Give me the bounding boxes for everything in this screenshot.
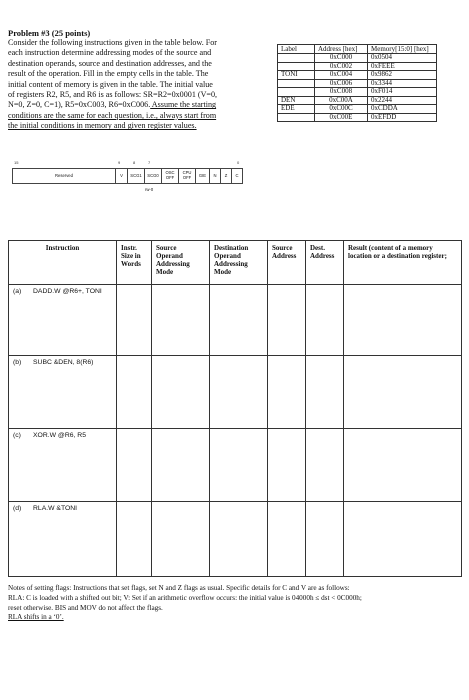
intro-line: initial content of memory is given in the table. The initial value (8, 79, 213, 89)
sr-field-z: Z (220, 169, 231, 183)
memory-row (278, 71, 437, 80)
dest-address-cell[interactable] (306, 356, 344, 429)
memory-table (277, 44, 437, 122)
bit-label: 15 (14, 160, 19, 165)
dest-address-cell[interactable] (306, 502, 344, 577)
source-mode-cell[interactable] (152, 285, 210, 356)
notes-line: RLA: C is loaded with a shifted out bit; V: Set if an arithmetic overflow occurs: the initial value is 04000h ≤ dst < 0C000h; (8, 593, 362, 602)
memory-table-header (278, 45, 437, 54)
sr-field-c: C (231, 169, 242, 183)
dest-mode-cell[interactable] (210, 356, 268, 429)
bit-label: 9 (118, 160, 121, 165)
bit-label: 8 (133, 160, 136, 165)
instruction-row (9, 502, 462, 577)
memory-row (278, 54, 437, 63)
sr-field-oscoff: OSC OFF (161, 169, 178, 183)
memory-value: 0x0504 (368, 54, 437, 63)
problem-description (8, 38, 266, 132)
assumption-text: Assume the starting (150, 100, 217, 110)
source-address-header: Source Address (268, 241, 306, 285)
instruction-cell (9, 429, 117, 502)
size-cell[interactable] (117, 429, 152, 502)
bit-label: 7 (148, 160, 151, 165)
source-mode-cell[interactable] (152, 356, 210, 429)
dest-address-cell[interactable] (306, 285, 344, 356)
dest-mode-cell[interactable] (210, 429, 268, 502)
size-cell[interactable] (117, 502, 152, 577)
instruction-cell (9, 356, 117, 429)
memory-value: 0xFEEE (368, 62, 437, 71)
row-label: (c) (13, 432, 21, 439)
memory-label (278, 88, 315, 97)
sr-field-reserved: Reserved (55, 172, 73, 178)
rla-note: RLA shifts in a ‘0’. (8, 613, 64, 622)
row-label: (d) (13, 505, 22, 512)
memory-address: 0xC00C (315, 105, 368, 114)
notes-line: reset otherwise. BIS and MOV do not affect the flags. (8, 603, 163, 612)
result-cell[interactable] (344, 502, 462, 577)
memory-address: 0xC000 (315, 54, 368, 63)
sr-field-n: N (209, 169, 220, 183)
memory-value: 0xCDDA (368, 105, 437, 114)
source-mode-header: Source Operand Addressing Mode (152, 241, 210, 285)
instruction-cell (9, 285, 117, 356)
memory-value: 0xF014 (368, 88, 437, 97)
instruction-text: SUBC &DEN, 8(R6) (33, 359, 94, 366)
assumption-text: conditions are the same for each question, i.e., always start from (8, 110, 217, 120)
sr-field-gie: GIE (195, 169, 209, 183)
memory-row (278, 79, 437, 88)
instruction-table (8, 240, 462, 577)
result-cell[interactable] (344, 429, 462, 502)
flag-notes (8, 584, 461, 623)
memory-header: Memory[15:0] [hex] (368, 45, 437, 54)
memory-label: EDE (278, 105, 315, 114)
memory-row (278, 105, 437, 114)
instruction-text: XOR.W @R6, R5 (33, 432, 86, 439)
instruction-row (9, 356, 462, 429)
bit-label: 0 (237, 160, 240, 165)
instruction-text: DADD.W @R6+, TONI (33, 288, 102, 295)
instruction-row (9, 285, 462, 356)
intro-line: each instruction determine addressing modes of the source and (8, 48, 212, 58)
intro-line: of registers R2, R5, and R6 is as follows: SR=R2=0x0001 (V=0, (8, 90, 218, 100)
instruction-header: Instruction (9, 241, 117, 285)
memory-value: 0xEFDD (368, 113, 437, 122)
dest-address-cell[interactable] (306, 429, 344, 502)
memory-row (278, 96, 437, 105)
source-address-cell[interactable] (268, 429, 306, 502)
dest-mode-cell[interactable] (210, 502, 268, 577)
intro-line: Consider the following instructions given in the table below. For (8, 38, 217, 47)
sr-field-scg0: SCG0 (144, 169, 161, 183)
source-mode-cell[interactable] (152, 429, 210, 502)
memory-value: 0x9862 (368, 71, 437, 80)
memory-address: 0xC008 (315, 88, 368, 97)
result-cell[interactable] (344, 356, 462, 429)
status-register-diagram (12, 160, 243, 192)
result-cell[interactable] (344, 285, 462, 356)
instruction-text: RLA.W &TONI (33, 505, 78, 512)
intro-line: result of the operation. Fill in the empty cells in the table. The (8, 69, 209, 79)
memory-address: 0xC004 (315, 71, 368, 80)
sr-field-v: V (115, 169, 127, 183)
status-register (12, 168, 243, 184)
memory-value: 0x2244 (368, 96, 437, 105)
size-header: Instr. Size in Words (117, 241, 152, 285)
memory-row (278, 113, 437, 122)
result-header: Result (content of a memory location or a destination register; (344, 241, 462, 285)
instruction-row (9, 429, 462, 502)
memory-label (278, 54, 315, 63)
instruction-table-header (9, 241, 462, 285)
label-header: Label (278, 45, 315, 54)
memory-address: 0xC002 (315, 62, 368, 71)
intro-line: destination operands, source and destination addresses, and the (8, 58, 212, 68)
memory-label: TONI (278, 71, 315, 80)
memory-label: DEN (278, 96, 315, 105)
memory-address: 0xC00A (315, 96, 368, 105)
memory-row (278, 62, 437, 71)
row-label: (a) (13, 288, 22, 295)
memory-address: 0xC00E (315, 113, 368, 122)
dest-mode-cell[interactable] (210, 285, 268, 356)
memory-label (278, 79, 315, 88)
problem-title: Problem #3 (25 points) (8, 28, 91, 38)
intro-line (8, 100, 266, 110)
memory-row (278, 88, 437, 97)
dest-mode-header: Destination Operand Addressing Mode (210, 241, 268, 285)
source-mode-cell[interactable] (152, 502, 210, 577)
instruction-cell (9, 502, 117, 577)
source-address-cell[interactable] (268, 356, 306, 429)
row-label: (b) (13, 359, 22, 366)
source-address-cell[interactable] (268, 502, 306, 577)
size-cell[interactable] (117, 285, 152, 356)
sr-field-cpuoff: CPU OFF (178, 169, 195, 183)
assumption-text: the initial conditions in memory and given register values. (8, 121, 197, 131)
memory-address: 0xC006 (315, 79, 368, 88)
address-header: Address [hex] (315, 45, 368, 54)
notes-line: Notes of setting flags: Instructions that set flags, set N and Z flags as usual. Specific details for C and V are as follows: (8, 584, 350, 592)
sr-access-note: rw-0 (145, 187, 154, 192)
size-cell[interactable] (117, 356, 152, 429)
memory-value: 0x3344 (368, 79, 437, 88)
dest-address-header: Dest. Address (306, 241, 344, 285)
memory-label (278, 113, 315, 122)
sr-field-scg1: SCG1 (127, 169, 144, 183)
bit-numbers (12, 160, 243, 168)
intro-line-text: N=0, Z=0, C=1), R5=0xC003, R6=0xC006. (8, 100, 151, 110)
source-address-cell[interactable] (268, 285, 306, 356)
